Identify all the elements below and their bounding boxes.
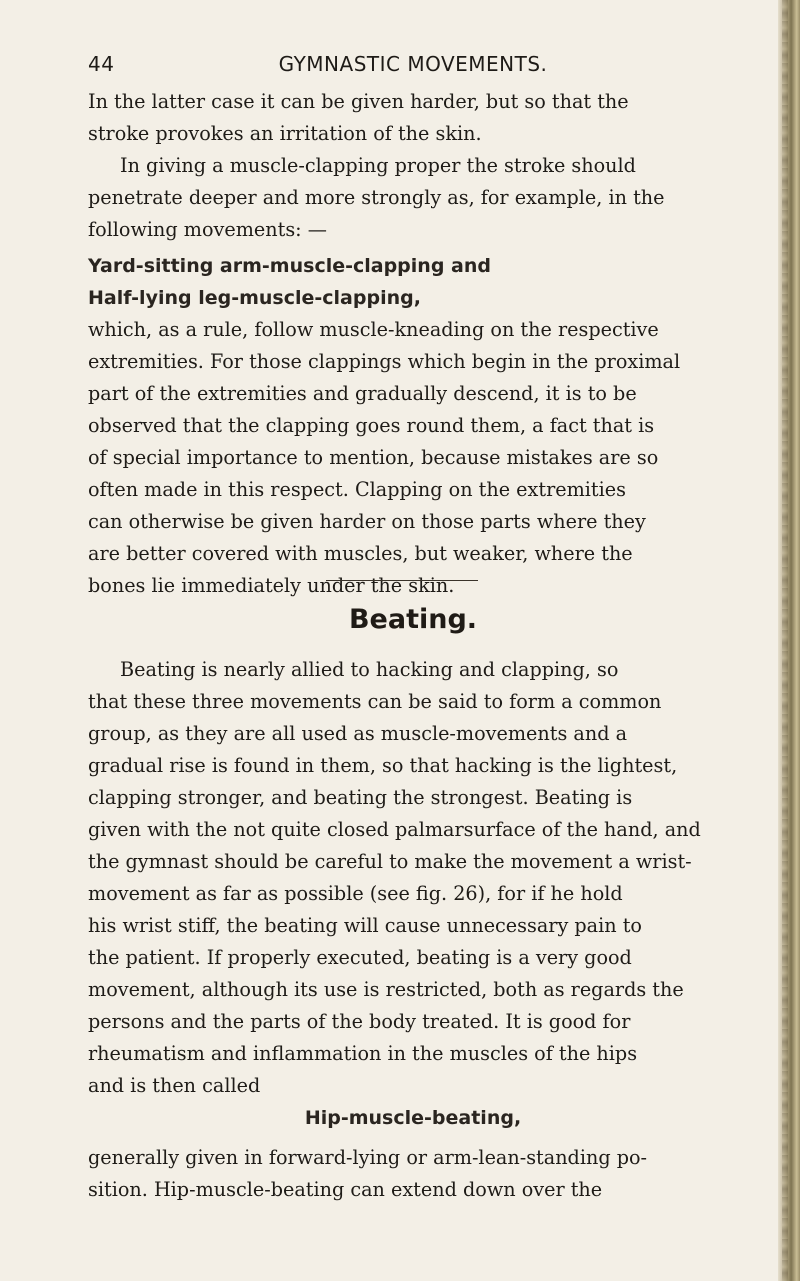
text-line: stroke provokes an irritation of the skin. xyxy=(88,122,482,145)
movement-name-hip-muscle-beating: Hip-muscle-beating, xyxy=(304,1107,522,1129)
text-line: part of the extremities and gradually descend, it is to be xyxy=(88,382,637,405)
text-line: that these three movements can be said to form a common xyxy=(88,690,662,713)
text-line: following movements: — xyxy=(88,218,327,241)
text-line: which, as a rule, follow muscle-kneading on the respective xyxy=(88,318,659,341)
text-line: In the latter case it can be given harder, but so that the xyxy=(88,90,629,113)
text-line: movement, although its use is restricted, both as regards the xyxy=(88,978,684,1001)
text-line: bones lie immediately under the skin. xyxy=(88,574,455,597)
paragraph-3 xyxy=(88,314,738,602)
text-line: extremities. For those clappings which begin in the proximal xyxy=(88,350,681,373)
text-line: and is then called xyxy=(88,1074,261,1097)
text-line: clapping stronger, and beating the strongest. Beating is xyxy=(88,786,633,809)
text-line: rheumatism and inflammation in the muscles of the hips xyxy=(88,1042,638,1065)
paragraph-1 xyxy=(88,86,738,150)
running-header xyxy=(88,52,738,80)
text-line: penetrate deeper and more strongly as, for example, in the xyxy=(88,186,665,209)
movement-name-yard-sitting: Yard-sitting arm-muscle-clapping and xyxy=(88,255,491,277)
text-line: In giving a muscle-clapping proper the stroke should xyxy=(120,154,636,177)
page-number: 44 xyxy=(88,52,115,76)
text-line: his wrist stiff, the beating will cause unnecessary pain to xyxy=(88,914,642,937)
text-line: generally given in forward-lying or arm-lean-standing po- xyxy=(88,1146,648,1169)
page-binding-edge xyxy=(778,0,800,1281)
text-line: often made in this respect. Clapping on the extremities xyxy=(88,478,626,501)
text-line: the patient. If properly executed, beating is a very good xyxy=(88,946,632,969)
text-line: persons and the parts of the body treated. It is good for xyxy=(88,1010,631,1033)
text-line: Beating is nearly allied to hacking and clapping, so xyxy=(120,658,619,681)
text-line: group, as they are all used as muscle-movements and a xyxy=(88,722,628,745)
text-line: observed that the clapping goes round them, a fact that is xyxy=(88,414,655,437)
section-divider xyxy=(326,580,478,581)
text-line: are better covered with muscles, but weaker, where the xyxy=(88,542,633,565)
text-line: gradual rise is found in them, so that hacking is the lightest, xyxy=(88,754,678,777)
text-line: of special importance to mention, because mistakes are so xyxy=(88,446,659,469)
running-title: GYMNASTIC MOVEMENTS. xyxy=(278,52,548,76)
section-heading: Beating. xyxy=(348,604,478,635)
text-line: movement as far as possible (see fig. 26), for if he hold xyxy=(88,882,623,905)
text-line: given with the not quite closed palmarsurface of the hand, and xyxy=(88,818,701,841)
paragraph-2 xyxy=(88,150,738,246)
text-line: the gymnast should be careful to make the movement a wrist- xyxy=(88,850,692,873)
paragraph-4 xyxy=(88,654,738,1102)
movement-name-half-lying: Half-lying leg-muscle-clapping, xyxy=(88,287,421,309)
text-line: sition. Hip-muscle-beating can extend down over the xyxy=(88,1178,603,1201)
movement-names xyxy=(88,250,738,314)
paragraph-5 xyxy=(88,1142,738,1206)
text-line: can otherwise be given harder on those parts where they xyxy=(88,510,646,533)
